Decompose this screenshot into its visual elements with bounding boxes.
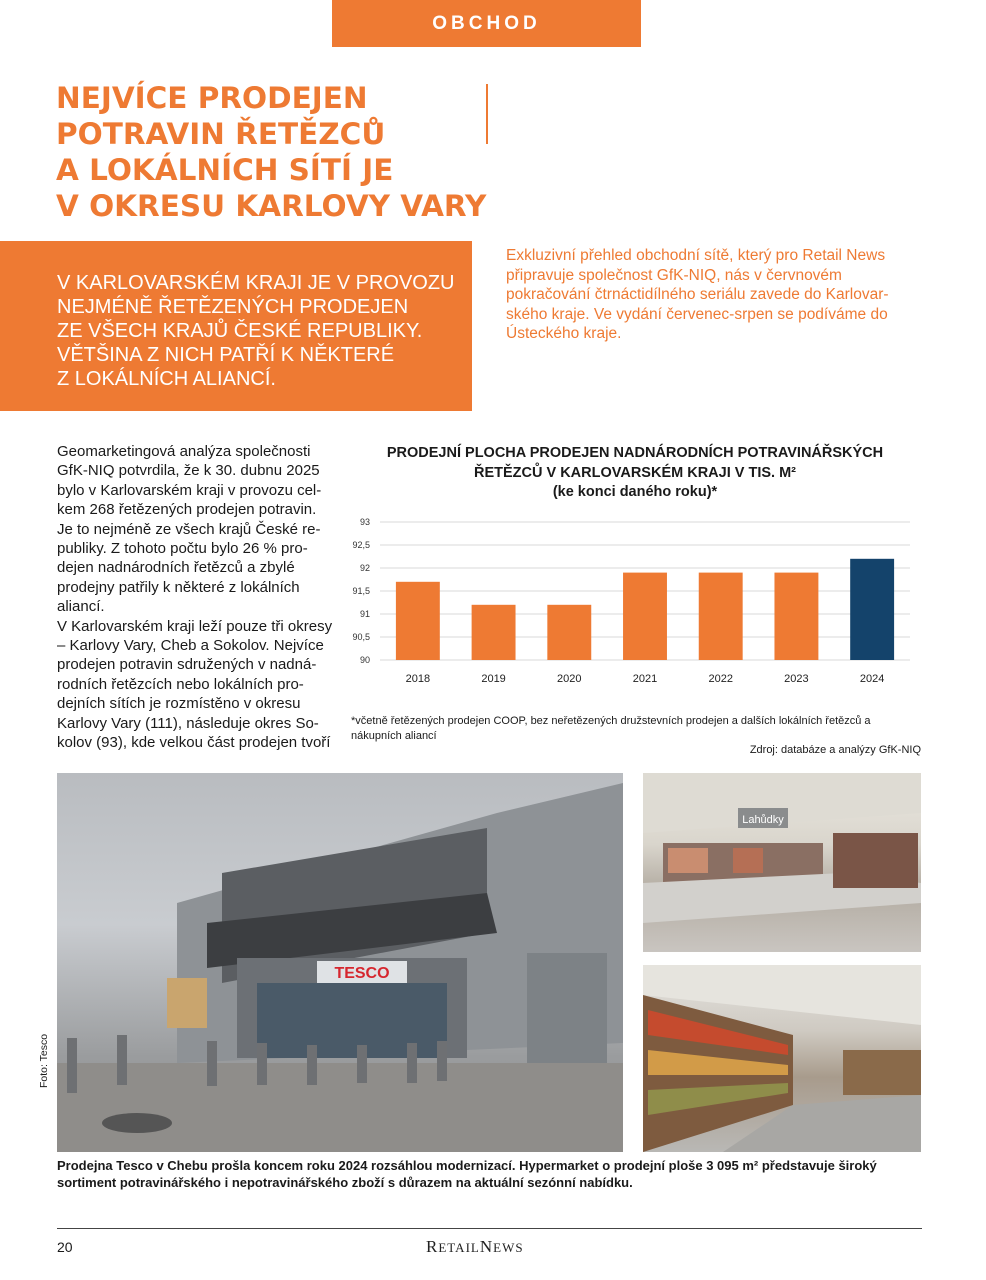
y-tick-label: 91 (359, 609, 370, 619)
bar-2023 (774, 573, 818, 660)
bar-2024 (850, 559, 894, 660)
body-paragraph: Geomarketingová analýza společnosti GfK-NIQ potvrdila, že k 30. dubnu 2025 bylo v Karlovarském kraji v provozu cel- kem 268 řetězených prodejen potravin. Je to nejméně ze všech krajů České re- publiky. Z tohoto počtu bylo 26 % pro- dejen nadnárodních řetězců a zbylé prodejny patřily k některé z lokálních aliancí. V Karlovarském kraji leží pouze tři okresy – Karlovy Vary, Cheb a Sokolov. Nejvíce prodejen potravin sdružených v nadná- rodních řetězcích nebo lokálních pro- dejních sítích je rozmístěno v okresu Karlovy Vary (111), následuje okres So- kolov (93), kde velkou část prodejen tvoří (57, 443, 333, 752)
bar-chart (350, 510, 920, 695)
deli-counter-photo (643, 773, 921, 952)
bar-2018 (396, 582, 440, 660)
chart-title-line-2: ŘETĚZCŮ V KARLOVARSKÉM KRAJI V TIS. M² (474, 464, 796, 481)
deli-illustration (643, 773, 921, 952)
article-headline: NEJVÍCE PRODEJEN POTRAVIN ŘETĚZCŮ A LOKÁLNÍCH SÍTÍ JE V OKRESU KARLOVY VARY (56, 81, 487, 223)
chart-source: Zdroj: databáze a analýzy GfK-NIQ (749, 744, 921, 756)
y-tick-label: 93 (359, 517, 370, 527)
x-tick-label: 2024 (859, 673, 885, 685)
photo-caption: Prodejna Tesco v Chebu prošla koncem roku 2024 rozsáhlou modernizací. Hypermarket o prodejní ploše 3 095 m² představuje široký sortiment potravinářského i nepotravinářského zboží s důrazem na aktuální sezónní nabídku. (57, 1158, 877, 1190)
y-tick-label: 92,5 (352, 540, 370, 550)
x-tick-label: 2021 (632, 673, 658, 685)
bar-2021 (623, 573, 667, 660)
intro-paragraph: Exkluzivní přehled obchodní sítě, který pro Retail News připravuje společnost GfK-NIQ, nás v červnovém pokračování čtrnáctidílného seriálu zavede do Karlovar- ského kraje. Ve vydání červenec-srpen se podíváme do Ústeckého kraje. (506, 247, 889, 343)
photo-credit: Foto: Tesco (38, 1033, 50, 1088)
store-aisle-photo (643, 965, 921, 1152)
store-front-photo (57, 773, 623, 1152)
section-tag: OBCHOD (332, 0, 641, 47)
x-tick-label: 2022 (708, 673, 733, 685)
x-tick-label: 2020 (557, 673, 582, 685)
y-tick-label: 91,5 (352, 586, 370, 596)
x-tick-label: 2018 (405, 673, 431, 685)
chart-subtitle: (ke konci daného roku)* (552, 484, 718, 500)
x-tick-label: 2019 (481, 673, 506, 685)
bar-2022 (699, 573, 743, 660)
y-tick-label: 90,5 (352, 632, 370, 642)
bar-2019 (472, 605, 516, 660)
deli-sign: Lahůdky (742, 814, 784, 826)
store-front-illustration (57, 773, 623, 1152)
page-number: 20 (57, 1239, 73, 1255)
headline-divider (486, 84, 488, 144)
x-tick-label: 2023 (784, 673, 809, 685)
aisle-illustration (643, 965, 921, 1152)
chart-footnote: *včetně řetězených prodejen COOP, bez neřetězených družstevních prodejen a dalších lokálních řetězců a nákupních aliancí (351, 715, 871, 742)
bar-2020 (547, 605, 591, 660)
brand-logo: RETAILNEWS (426, 1237, 524, 1256)
chart-title-line-1: PRODEJNÍ PLOCHA PRODEJEN NADNÁRODNÍCH POTRAVINÁŘSKÝCH (386, 445, 884, 461)
footer-rule (57, 1228, 922, 1229)
y-tick-label: 90 (359, 655, 370, 665)
lead-text: V KARLOVARSKÉM KRAJI JE V PROVOZU NEJMÉNĚ ŘETĚZENÝCH PRODEJEN ZE VŠECH KRAJŮ ČESKÉ REPUBLIKY. VĚTŠINA Z NICH PATŘÍ K NĚKTERÉ Z LOKÁLNÍCH ALIANCÍ. (57, 272, 455, 390)
tesco-sign: TESCO (334, 965, 390, 982)
y-tick-label: 92 (359, 563, 370, 573)
chart-title (350, 444, 920, 503)
